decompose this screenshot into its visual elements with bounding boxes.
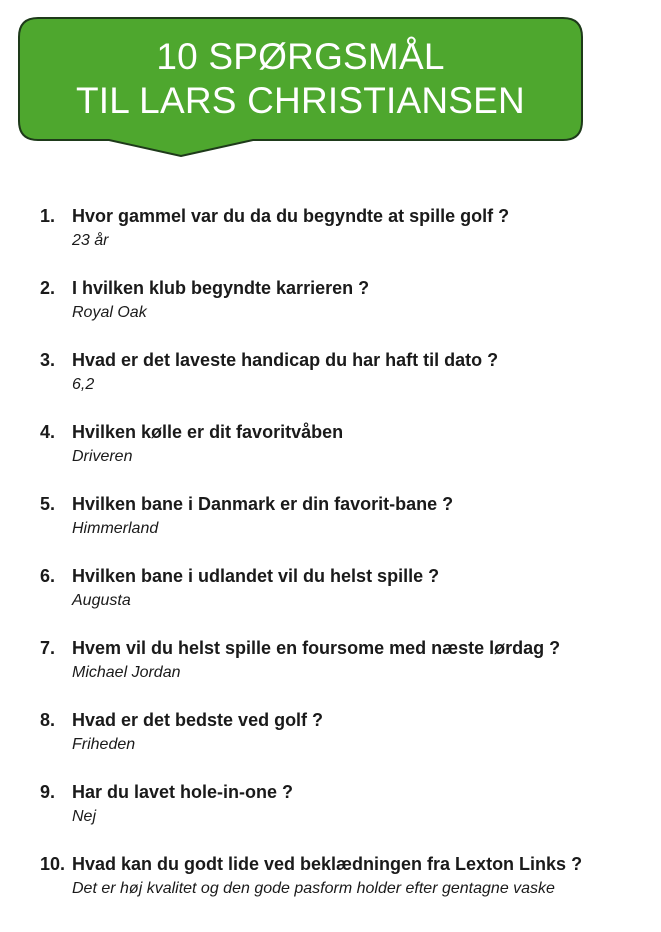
answer-text: Det er høj kvalitet og den gode pasform holder efter gentagne vaske: [72, 880, 555, 897]
question-list: [40, 204, 640, 924]
question-text: Hvad kan du godt lide ved beklædningen fra Lexton Links ?: [72, 854, 583, 874]
question-number: 8.: [40, 710, 56, 730]
question-item-4: [40, 420, 640, 492]
banner-title-line-2: TIL LARS CHRISTIANSEN: [76, 80, 525, 121]
question-text: Hvad er det laveste handicap du har haft til dato ?: [72, 350, 499, 370]
answer-text: Himmerland: [72, 520, 159, 537]
question-number: 7.: [40, 638, 56, 658]
answer-text: Driveren: [72, 448, 133, 465]
answer-text: Friheden: [72, 736, 136, 753]
question-number: 9.: [40, 782, 56, 802]
question-number: 5.: [40, 494, 56, 514]
question-item-5: [40, 492, 640, 564]
answer-text: 23 år: [72, 232, 109, 249]
question-text: Hvor gammel var du da du begyndte at spille golf ?: [72, 206, 510, 226]
question-item-1: [40, 204, 640, 276]
banner-title-line-1: 10 SPØRGSMÅL: [156, 36, 445, 77]
question-number: 4.: [40, 422, 56, 442]
question-number: 2.: [40, 278, 56, 298]
question-number: 10.: [40, 854, 66, 874]
question-number: 3.: [40, 350, 56, 370]
question-item-8: [40, 708, 640, 780]
question-item-10: [40, 852, 640, 924]
question-text: Hvilken bane i Danmark er din favorit-bane ?: [72, 494, 454, 514]
answer-text: Royal Oak: [72, 304, 147, 321]
question-number: 6.: [40, 566, 56, 586]
question-text: Hvilken kølle er dit favoritvåben: [72, 422, 344, 442]
question-text: Hvad er det bedste ved golf ?: [72, 710, 324, 730]
question-text: Hvem vil du helst spille en foursome med næste lørdag ?: [72, 638, 561, 658]
answer-text: Michael Jordan: [72, 664, 181, 681]
question-number: 1.: [40, 206, 56, 226]
question-item-3: [40, 348, 640, 420]
answer-text: Nej: [72, 808, 97, 825]
answer-text: Augusta: [72, 592, 131, 609]
question-text: Hvilken bane i udlandet vil du helst spille ?: [72, 566, 440, 586]
question-item-7: [40, 636, 640, 708]
question-item-2: [40, 276, 640, 348]
question-text: I hvilken klub begyndte karrieren ?: [72, 278, 370, 298]
answer-text: 6,2: [72, 376, 95, 393]
question-item-6: [40, 564, 640, 636]
question-item-9: [40, 780, 640, 852]
question-text: Har du lavet hole-in-one ?: [72, 782, 294, 802]
title-banner: [18, 17, 583, 157]
